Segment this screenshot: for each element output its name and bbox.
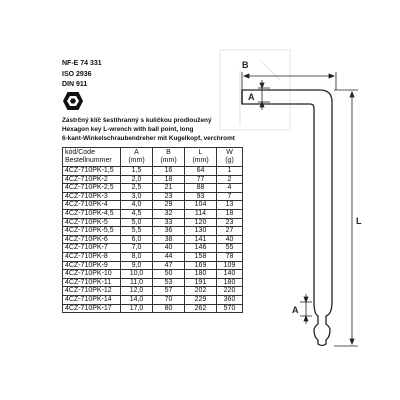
cell-code: 4CZ-710PK-6 [63,235,121,244]
cell-l: 180 [185,270,217,279]
cell-w: 140 [217,270,243,279]
header-a-line1: A [134,149,139,156]
cell-code: 4CZ-710PK-2,5 [63,184,121,193]
header-code [63,148,121,167]
wrench-drawing [160,40,400,400]
header-l-line2: (mm) [192,157,209,164]
cell-l: 229 [185,295,217,304]
header-w-line2: (g) [225,157,234,164]
cell-code: 4CZ-710PK-4,5 [63,209,121,218]
cell-a: 9,0 [121,261,153,270]
cell-b: 53 [153,278,185,287]
cell-code: 4CZ-710PK-12 [63,287,121,296]
header-l-line1: L [198,149,203,156]
cell-a: 6,0 [121,235,153,244]
cell-w: 27 [217,227,243,236]
cell-l: 169 [185,261,217,270]
cell-code: 4CZ-710PK-8 [63,252,121,261]
cell-a: 2,0 [121,175,153,184]
label-b: B [242,60,249,70]
cell-b: 70 [153,295,185,304]
standard-iso: ISO 2936 [62,70,92,78]
cell-l: 64 [185,167,217,176]
cell-w: 360 [217,295,243,304]
header-a-line2: (mm) [128,157,145,164]
cell-b: 32 [153,209,185,218]
cell-l: 202 [185,287,217,296]
cell-w: 55 [217,244,243,253]
cell-b: 47 [153,261,185,270]
cell-a: 4,0 [121,201,153,210]
cell-b: 36 [153,227,185,236]
cell-b: 44 [153,252,185,261]
cell-b: 80 [153,304,185,313]
standard-din: DIN 911 [62,81,88,88]
cell-l: 146 [185,244,217,253]
cell-l: 130 [185,227,217,236]
description-en: Hexagon key L-wrench with ball point, long [62,126,194,133]
cell-w: 18 [217,209,243,218]
cell-w: 7 [217,192,243,201]
cell-w: 2 [217,175,243,184]
cell-a: 14,0 [121,295,153,304]
cell-b: 18 [153,175,185,184]
cell-b: 40 [153,244,185,253]
cell-a: 12,0 [121,287,153,296]
description-cz: Zástrčný klíč šestihranný s kuličkou prodloužený [62,117,212,124]
dimension-l [334,90,358,346]
cell-b: 23 [153,192,185,201]
cell-w: 78 [217,252,243,261]
cell-code: 4CZ-710PK-3 [63,192,121,201]
cell-w: 4 [217,184,243,193]
cell-a: 5,0 [121,218,153,227]
cell-l: 93 [185,192,217,201]
cell-a: 1,5 [121,167,153,176]
cell-code: 4CZ-710PK-17 [63,304,121,313]
cell-l: 262 [185,304,217,313]
description-de: 6-kant-Winkelschraubendreher mit Kugelkopf, verchromt [62,135,235,142]
cell-w: 180 [217,278,243,287]
label-l: L [356,216,362,226]
cell-code: 4CZ-710PK-14 [63,295,121,304]
cell-b: 57 [153,287,185,296]
cell-l: 77 [185,175,217,184]
cell-w: 109 [217,261,243,270]
cell-w: 13 [217,201,243,210]
label-a-bottom: A [292,305,299,315]
header-b-line1: B [166,149,171,156]
cell-l: 120 [185,218,217,227]
cell-w: 1 [217,167,243,176]
cell-w: 40 [217,235,243,244]
cell-a: 11,0 [121,278,153,287]
cell-code: 4CZ-710PK-9 [63,261,121,270]
cell-a: 2,5 [121,184,153,193]
cell-a: 10,0 [121,270,153,279]
cell-code: 4CZ-710PK-10 [63,270,121,279]
cell-a: 7,0 [121,244,153,253]
cell-b: 33 [153,218,185,227]
dimension-a-bottom [300,294,312,324]
cell-w: 570 [217,304,243,313]
cell-a: 5,5 [121,227,153,236]
cell-b: 29 [153,201,185,210]
standard-nf: NF-E 74 331 [62,60,102,67]
hex-socket-icon [62,91,84,111]
cell-b: 38 [153,235,185,244]
cell-l: 104 [185,201,217,210]
cell-code: 4CZ-710PK-2 [63,175,121,184]
standards-list [62,59,102,91]
cell-l: 191 [185,278,217,287]
header-a [121,148,153,167]
cell-b: 50 [153,270,185,279]
cell-l: 141 [185,235,217,244]
cell-l: 88 [185,184,217,193]
cell-code: 4CZ-710PK-5,5 [63,227,121,236]
header-code-line2: Bestellnummer [65,157,112,164]
cell-b: 16 [153,167,185,176]
cell-l: 114 [185,209,217,218]
cell-code: 4CZ-710PK-5 [63,218,121,227]
cell-l: 158 [185,252,217,261]
cell-a: 3,0 [121,192,153,201]
header-w-line1: W [226,149,233,156]
cell-code: 4CZ-710PK-7 [63,244,121,253]
header-b-line2: (mm) [160,157,177,164]
dimension-a-top [258,80,270,110]
cell-code: 4CZ-710PK-11 [63,278,121,287]
dimension-b [242,72,336,90]
wrench-shape [242,90,332,346]
cell-a: 8,0 [121,252,153,261]
cell-code: 4CZ-710PK-4 [63,201,121,210]
cell-code: 4CZ-710PK-1,5 [63,167,121,176]
header-code-line1: kód/Code [65,149,95,156]
cell-a: 17,0 [121,304,153,313]
cell-b: 21 [153,184,185,193]
cell-w: 23 [217,218,243,227]
cell-w: 220 [217,287,243,296]
label-a-top: A [248,92,255,102]
cell-a: 4,5 [121,209,153,218]
